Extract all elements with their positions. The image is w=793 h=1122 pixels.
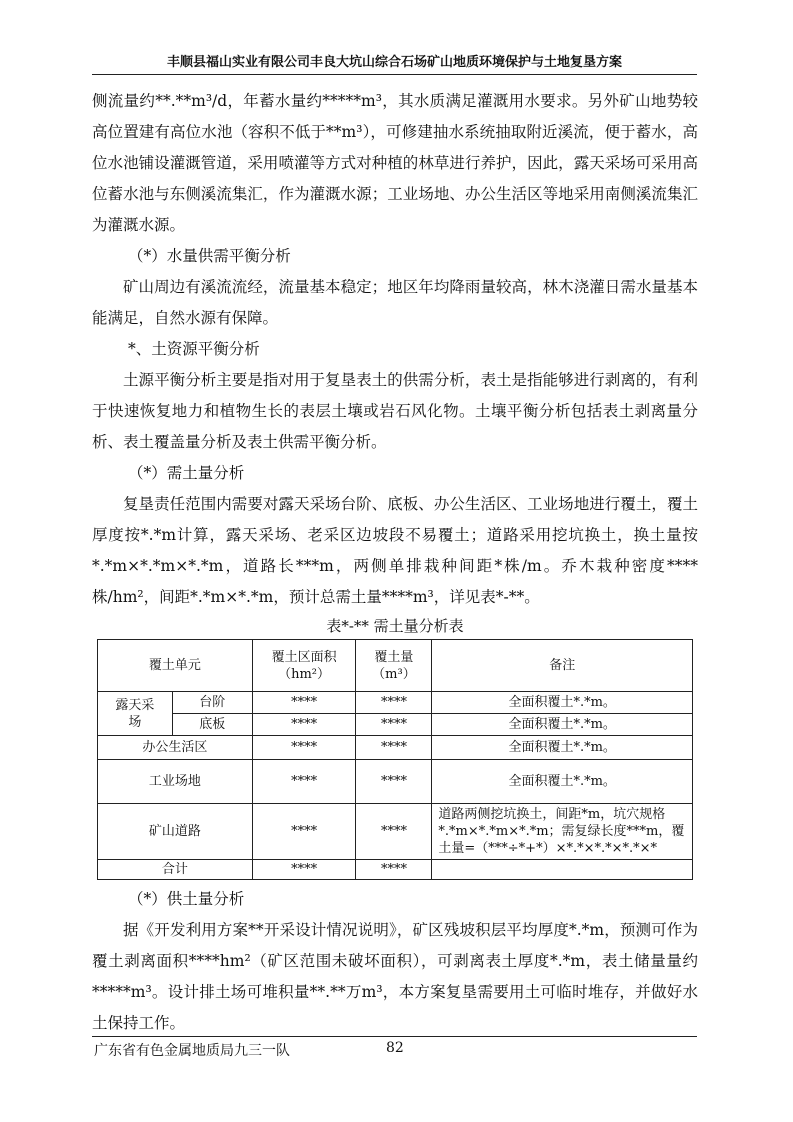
table-row [98, 760, 693, 804]
table-caption: 表*-** 需土量分析表 [326, 617, 464, 635]
footer-rule [92, 1036, 697, 1037]
paragraph-water-balance: 矿山周边有溪流流经，流量基本稳定；地区年均降雨量较高，林木浇灌日需水量基本能满足，自然水源有保障。 [92, 278, 698, 327]
page-header-title: 丰顺县福山实业有限公司丰良大坑山综合石场矿山地质环境保护与土地复垦方案 [166, 55, 622, 70]
paragraph-soil-demand: 复垦责任范围内需要对露天采场台阶、底板、办公生活区、工业场地进行覆土，覆土厚度按*.*m计算，露天采场、老采区边坡段不易覆土；道路采用挖坑换土，换土量按*.*m×*.*m×*.*m，道路长***m，两侧单排栽种间距*株/m。乔木栽种密度****株/hm²，间距*.*m×*.*m，预计总需土量****m³，详见表*-**。 [92, 495, 698, 606]
row-volume: **** [356, 692, 432, 714]
row-volume: **** [356, 736, 432, 760]
header-cell-note: 备注 [432, 640, 693, 692]
table-header-row [98, 640, 693, 692]
table-total-row [98, 860, 693, 880]
row-volume: **** [356, 714, 432, 736]
row-name: 台阶 [172, 692, 252, 714]
row-area: **** [252, 714, 356, 736]
heading-soil-demand: （*）需土量分析 [128, 464, 245, 482]
paragraph-water-source: 侧流量约**.**m³/d，年蓄水量约*****m³，其水质满足灌溉用水要求。另外矿山地势较高位置建有高位水池（容积不低于**m³），可修建抽水系统抽取附近溪流，便于蓄水，高位水池铺设灌溉管道，采用喷灌等方式对种植的林草进行养护，因此，露天采场可采用高位蓄水池与东侧溪流集汇，作为灌溉水源；工业场地、办公生活区等地采用南侧溪流集汇为灌溉水源。 [92, 92, 698, 234]
table-row [98, 736, 693, 760]
header-cell-volume: 覆土量（m³） [356, 640, 432, 692]
table-row [98, 692, 693, 714]
table-row [98, 804, 693, 860]
row-volume: **** [356, 760, 432, 804]
group-cell-open-pit: 露天采场 [98, 692, 173, 736]
header-cell-area: 覆土区面积（hm²） [252, 640, 356, 692]
soil-demand-table [97, 639, 693, 880]
row-area: **** [252, 804, 356, 860]
total-volume: **** [356, 860, 432, 880]
row-note: 全面积覆土*.*m。 [432, 760, 693, 804]
row-name: 底板 [172, 714, 252, 736]
footer-organization: 广东省有色金属地质局九三一队 [94, 1043, 290, 1059]
heading-water-balance: （*）水量供需平衡分析 [128, 247, 291, 265]
row-volume: **** [356, 804, 432, 860]
row-area: **** [252, 692, 356, 714]
heading-soil-balance: *、土资源平衡分析 [128, 340, 260, 358]
header-cell-unit: 覆土单元 [98, 640, 253, 692]
paragraph-soil-supply: 据《开发利用方案**开采设计情况说明》，矿区残坡积层平均厚度*.*m，预测可作为覆土剥离面积****hm²（矿区范围未破坏面积），可剥离表土厚度*.*m，表土储量量约*****m³。设计排土场可堆积量**.**万m³，本方案复垦需要用土可临时堆存，并做好水土保持工作。 [92, 921, 698, 1032]
row-name: 工业场地 [98, 760, 253, 804]
page-number: 82 [386, 1040, 404, 1056]
table-row [98, 714, 693, 736]
paragraph-soil-balance: 土源平衡分析主要是指对用于复垦表土的供需分析，表土是指能够进行剥离的，有利于快速恢复地力和植物生长的表层土壤或岩石风化物。土壤平衡分析包括表土剥离量分析、表土覆盖量分析及表土供需平衡分析。 [92, 371, 698, 451]
row-name: 矿山道路 [98, 804, 253, 860]
total-area: **** [252, 860, 356, 880]
row-area: **** [252, 760, 356, 804]
row-note: 全面积覆土*.*m。 [432, 714, 693, 736]
total-note [432, 860, 693, 880]
heading-soil-supply: （*）供土量分析 [128, 890, 245, 908]
row-note: 全面积覆土*.*m。 [432, 736, 693, 760]
row-name: 办公生活区 [98, 736, 253, 760]
row-area: **** [252, 736, 356, 760]
page-content [92, 86, 698, 1039]
header-rule [92, 74, 697, 75]
row-note: 全面积覆土*.*m。 [432, 692, 693, 714]
row-note: 道路两侧挖坑换土，间距*m，坑穴规格*.*m×*.*m×*.*m；需复绿长度***m，覆土量=（***÷*+*）×*.*×*.*×*.*×* [432, 804, 693, 860]
total-name: 合计 [98, 860, 253, 880]
